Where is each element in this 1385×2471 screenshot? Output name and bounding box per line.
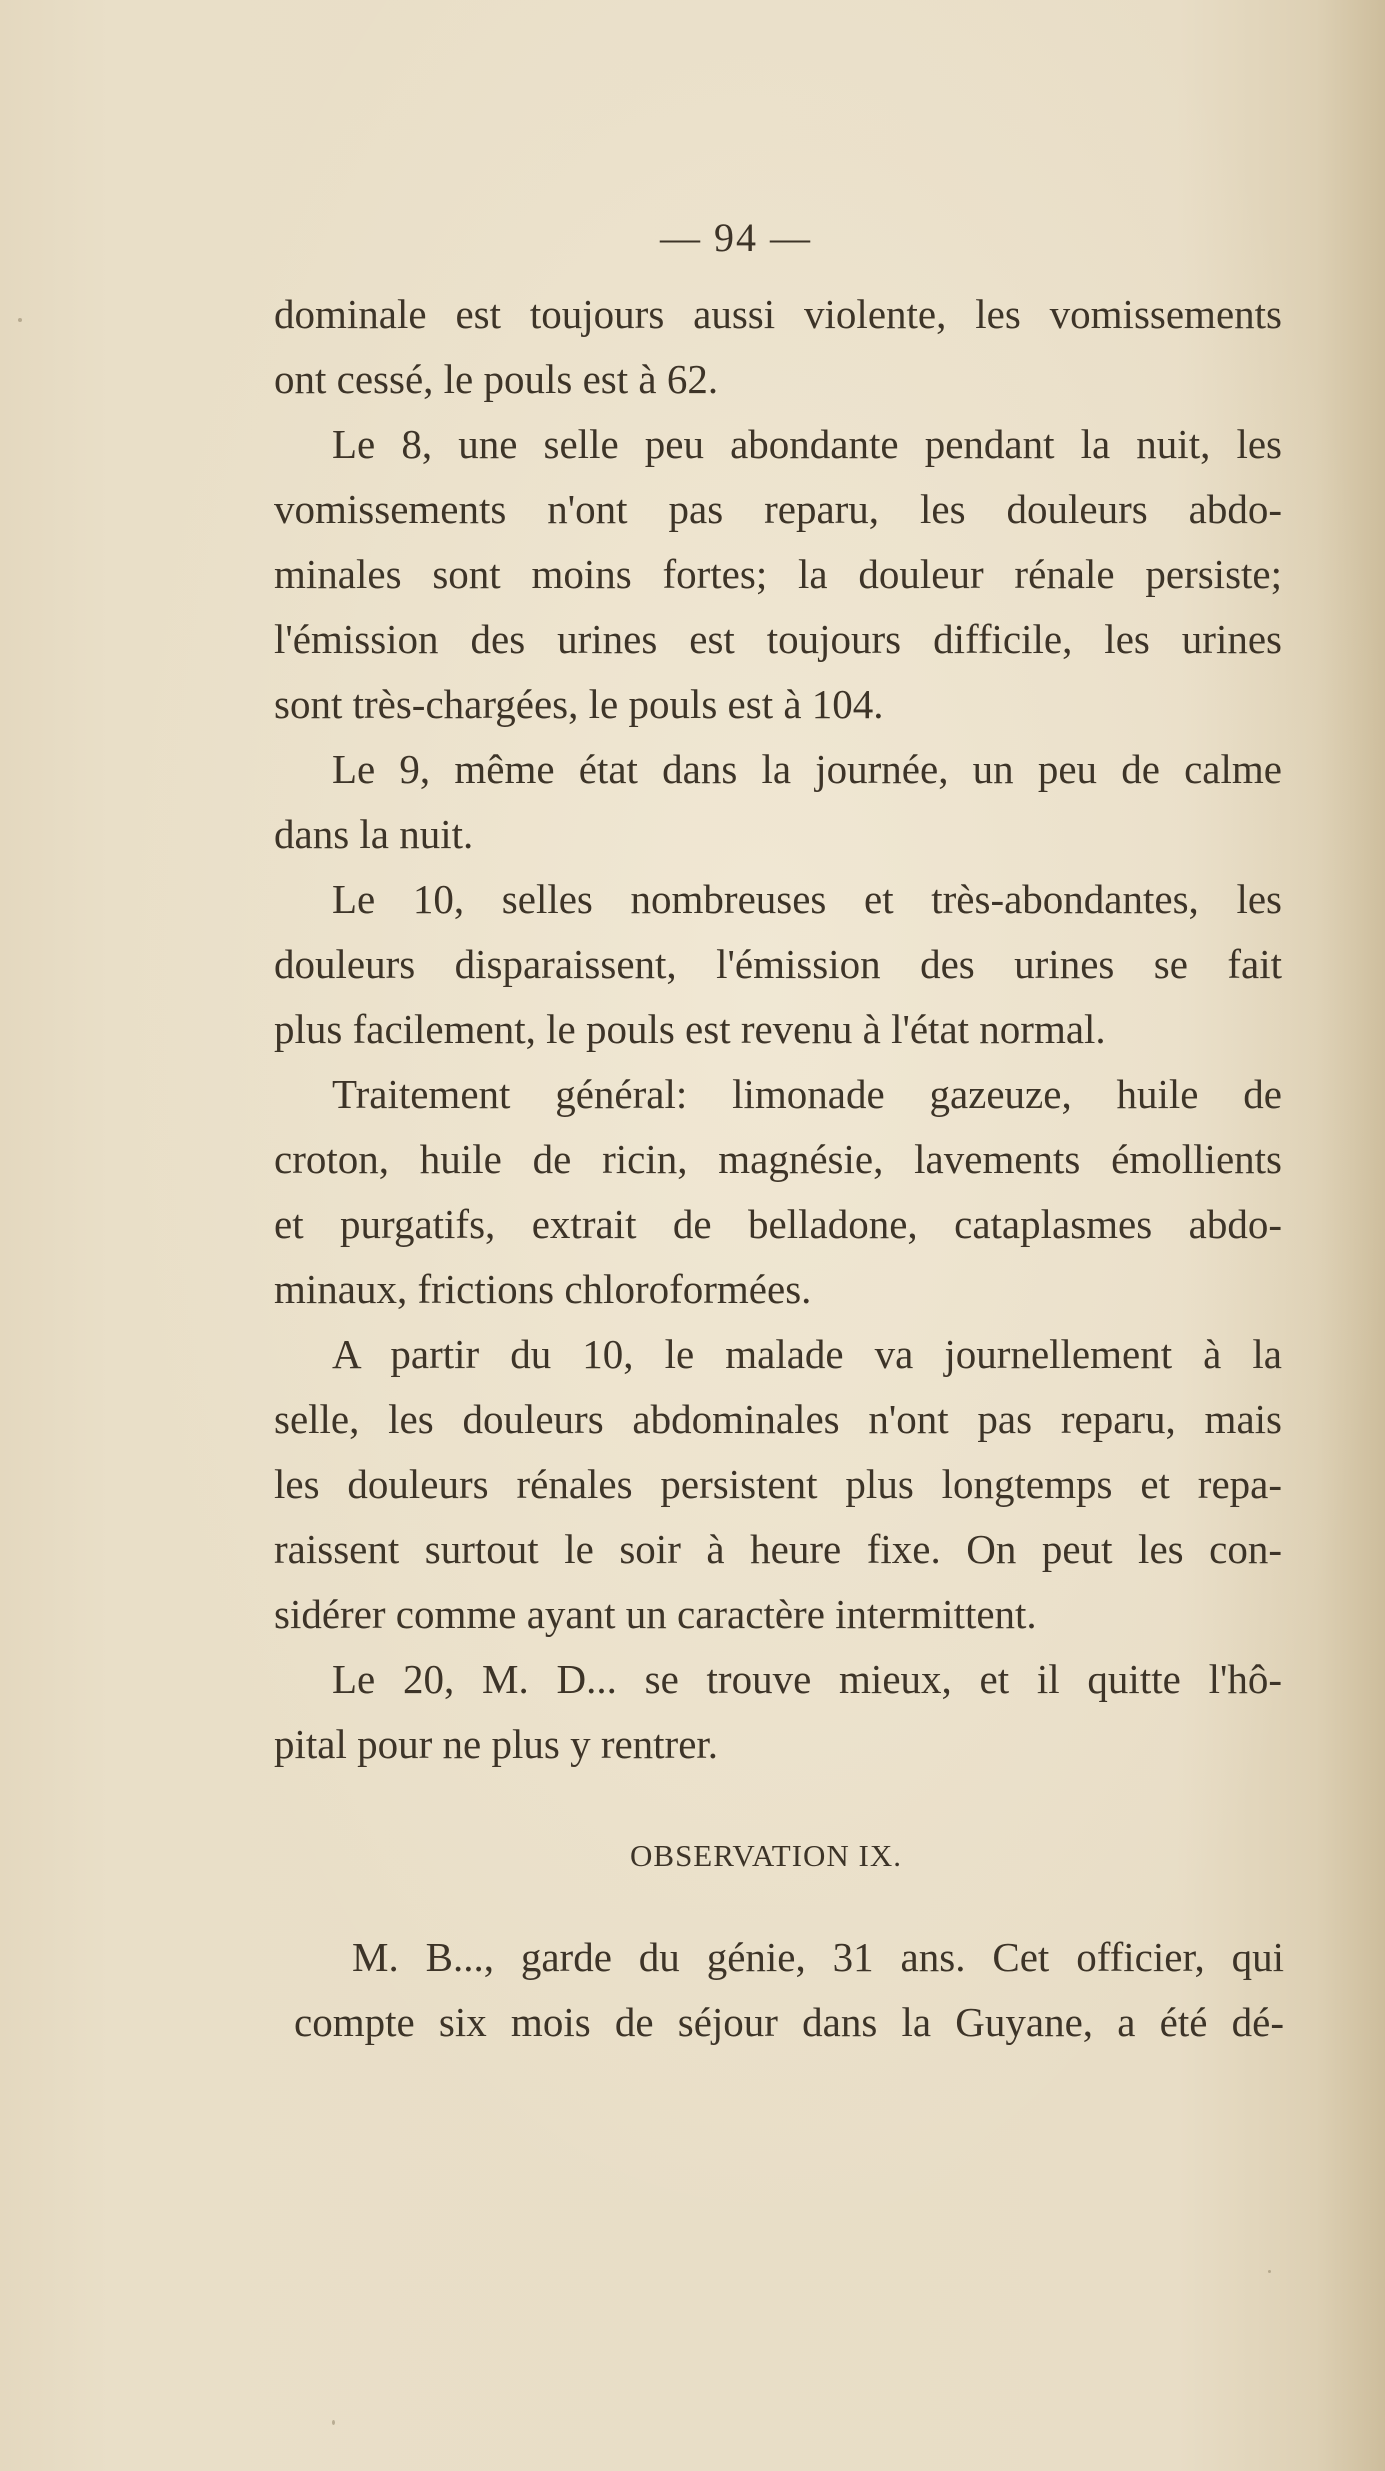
paper-speck xyxy=(332,2420,335,2425)
text-line: minaux, frictions chloroformées. xyxy=(274,1266,812,1312)
text-line: croton, huile de ricin, magnésie, lavements émollients xyxy=(274,1136,1282,1182)
text-line: minales sont moins fortes; la douleur rénale persiste; xyxy=(274,551,1282,597)
text-line: plus facilement, le pouls est revenu à l'état normal. xyxy=(274,1006,1106,1052)
text-line: M. B..., garde du génie, 31 ans. Cet officier, qui xyxy=(352,1934,1284,1980)
text-line: raissent surtout le soir à heure fixe. On peut les con- xyxy=(274,1526,1282,1572)
page-number: — 94 — xyxy=(660,215,812,260)
text-line: Le 20, M. D... se trouve mieux, et il quitte l'hô- xyxy=(332,1656,1282,1702)
observation-text xyxy=(294,1925,1284,2055)
text-line: vomissements n'ont pas reparu, les douleurs abdo- xyxy=(274,486,1282,532)
text-line: Le 10, selles nombreuses et très-abondantes, les xyxy=(332,876,1282,922)
text-line: douleurs disparaissent, l'émission des urines se fait xyxy=(274,941,1282,987)
text-line: Le 8, une selle peu abondante pendant la nuit, les xyxy=(332,421,1282,467)
text-line: selle, les douleurs abdominales n'ont pas reparu, mais xyxy=(274,1396,1282,1442)
body-text xyxy=(274,282,1282,1777)
text-line: A partir du 10, le malade va journellement à la xyxy=(332,1331,1282,1377)
text-line: sont très-chargées, le pouls est à 104. xyxy=(274,681,884,727)
text-line: pital pour ne plus y rentrer. xyxy=(274,1721,719,1767)
text-line: sidérer comme ayant un caractère intermittent. xyxy=(274,1591,1037,1637)
paper-speck xyxy=(1268,2270,1271,2273)
text-line: ont cessé, le pouls est à 62. xyxy=(274,356,719,402)
text-line: dominale est toujours aussi violente, les vomissements xyxy=(274,291,1282,337)
section-heading: OBSERVATION IX. xyxy=(630,1838,903,1873)
text-line: l'émission des urines est toujours difficile, les urines xyxy=(274,616,1282,662)
text-line: les douleurs rénales persistent plus longtemps et repa- xyxy=(274,1461,1282,1507)
text-line: Traitement général: limonade gazeuze, huile de xyxy=(332,1071,1282,1117)
text-line: et purgatifs, extrait de belladone, cataplasmes abdo- xyxy=(274,1201,1282,1247)
paper-speck xyxy=(18,318,22,322)
text-line: dans la nuit. xyxy=(274,811,474,857)
text-line: compte six mois de séjour dans la Guyane, a été dé- xyxy=(294,1999,1284,2045)
text-line: Le 9, même état dans la journée, un peu de calme xyxy=(332,746,1282,792)
